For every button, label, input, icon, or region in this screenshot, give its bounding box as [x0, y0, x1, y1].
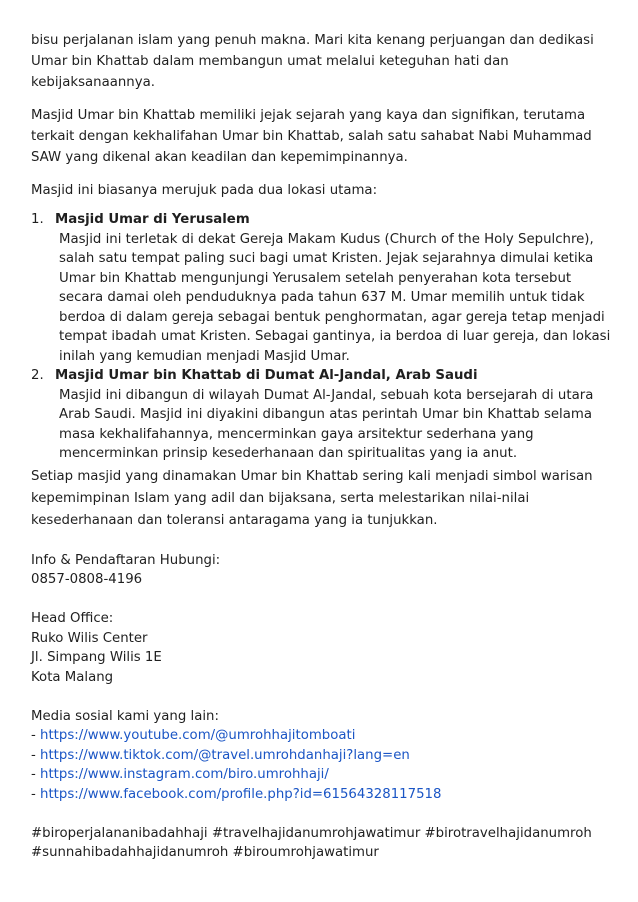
list-item-body: Masjid ini dibangun di wilayah Dumat Al-Jandal, sebuah kota bersejarah di utara Arab Saudi. Masjid ini diyakini dibangun atas perintah Umar bin Khattab selama masa kekhalifahannya, mencerminkan gaya arsitektur sederhana yang mencerminkan prinsip kesederhanaan dan spiritualitas yang ia anut.: [59, 387, 594, 461]
social-link-row: [31, 785, 611, 805]
social-link-row: [31, 746, 611, 766]
contact-label: Info & Pendaftaran Hubungi:: [31, 552, 221, 568]
social-label: Media sosial kami yang lain:: [31, 708, 219, 724]
list-item: [31, 210, 611, 366]
hashtags-line: #biroperjalananibadahhaji #travelhajidanumrohjawatimur #birotravelhajidanumroh: [31, 825, 592, 841]
bullet-dash: -: [31, 747, 41, 763]
phone-number[interactable]: 0857-0808-4196: [31, 572, 143, 587]
social-block: [31, 707, 611, 805]
youtube-link[interactable]: https://www.youtube.com/@umrohhajitomboati: [40, 728, 356, 743]
list-number: 2.: [31, 368, 44, 383]
office-address-line: Ruko Wilis Center: [31, 630, 148, 646]
list-item-body: Masjid ini terletak di dekat Gereja Makam Kudus (Church of the Holy Sepulchre), salah satu tempat paling suci bagi umat Kristen. Jejak sejarahnya dimulai ketika Umar bin Khattab mengunjungi Yerusalem setelah penyerahan kota tersebut secara damai oleh penduduknya pada tahun 637 M. Umar memilih untuk tidak berdoa di dalam gereja sebagai bentuk penghormatan, agar gereja tetap menjadi tempat ibadah umat Kristen. Sebagai gantinya, ia berdoa di luar gereja, dan lokasi inilah yang kemudian menjadi Masjid Umar.: [59, 231, 611, 364]
bullet-dash: -: [31, 786, 41, 802]
social-link-row: [31, 726, 611, 746]
history-paragraph: Masjid Umar bin Khattab memiliki jejak sejarah yang kaya dan signifikan, terutama terkait dengan kekhalifahan Umar bin Khattab, salah satu sahabat Nabi Muhammad SAW yang dikenal akan keadilan dan kepemimpinannya.: [31, 108, 592, 165]
hashtags-line: #sunnahibadahhajidanumroh #biroumrohjawatimur: [31, 845, 379, 860]
list-number: 1.: [31, 212, 44, 227]
hashtags-block: [31, 824, 611, 863]
closing-paragraph: Setiap masjid yang dinamakan Umar bin Khattab sering kali menjadi simbol warisan kepemimpinan Islam yang adil dan bijaksana, serta melestarikan nilai-nilai kesederhanaan dan toleransi antaragama yang ia tunjukkan.: [31, 468, 593, 528]
office-label: Head Office:: [31, 611, 114, 626]
bullet-dash: -: [31, 728, 41, 743]
office-city: Kota Malang: [31, 669, 114, 685]
contact-block: [31, 551, 611, 590]
instagram-link[interactable]: https://www.instagram.com/biro.umrohhaji/: [40, 767, 329, 782]
office-address-line: Jl. Simpang Wilis 1E: [31, 650, 162, 665]
office-block: [31, 609, 611, 687]
list-item-title: Masjid Umar di Yerusalem: [55, 212, 250, 227]
social-link-row: [31, 765, 611, 785]
bullet-dash: -: [31, 767, 41, 782]
list-item-title: Masjid Umar bin Khattab di Dumat Al-Jandal, Arab Saudi: [55, 368, 478, 383]
facebook-link[interactable]: https://www.facebook.com/profile.php?id=61564328117518: [40, 786, 442, 802]
list-item: [31, 366, 611, 464]
tiktok-link[interactable]: https://www.tiktok.com/@travel.umrohdanhaji?lang=en: [40, 747, 410, 763]
locations-list: [31, 210, 611, 464]
document-page: [31, 30, 611, 863]
intro-paragraph: bisu perjalanan islam yang penuh makna. Mari kita kenang perjuangan dan dedikasi Umar bin Khattab dalam membangun umat melalui keteguhan hati dan kebijaksanaannya.: [31, 33, 594, 90]
locations-intro: Masjid ini biasanya merujuk pada dua lokasi utama:: [31, 183, 378, 198]
